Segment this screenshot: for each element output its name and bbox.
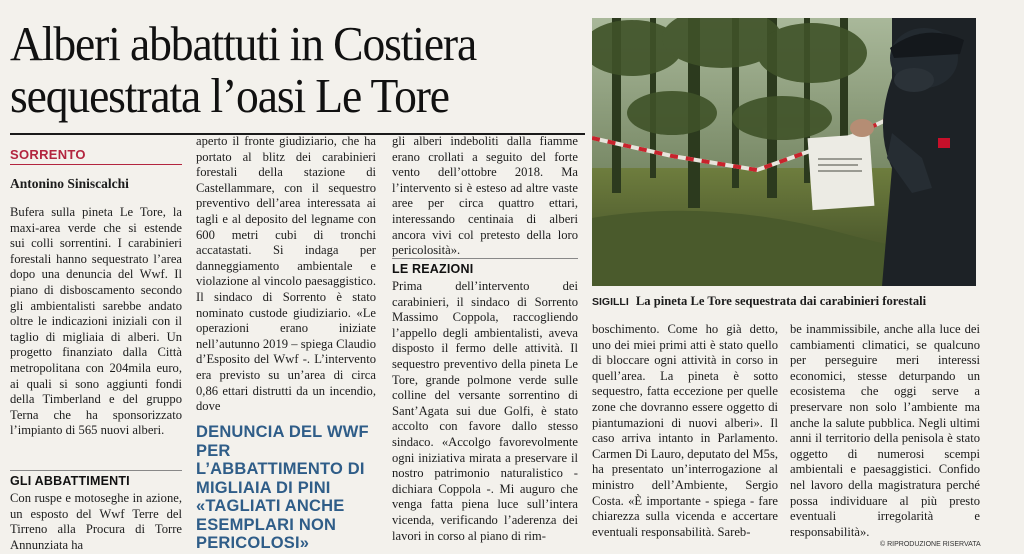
article-column-3b xyxy=(392,279,578,544)
caption-tag: SIGILLI xyxy=(592,296,629,308)
headline xyxy=(10,18,545,122)
paragraph: aperto il fronte giudiziario, che ha portato al blitz dei carabinieri forestali della stazione di Castellammare, con il sequestro preventivo dell’area interessata ai tagli e al deposito del legname con 600 metri cubi di tronchi accatastati. Si indaga per danneggiamento ambientale e violazione al vincolo paesaggistico. Il sindaco di Sorrento è stato nominato custode giudiziario. «Le operazioni erano iniziate nell’autunno 2019 – spiega Claudio d’Esposito del Wwf -. L’intervento era previsto su un’area di circa 0,86 ettari distrutti da un incendio, dove xyxy=(196,134,376,414)
article-column-4 xyxy=(592,322,778,540)
paragraph: Bufera sulla pineta Le Tore, la maxi-area verde che si estende sui colli sorrentini. I carabinieri forestali hanno sequestrato l’area dopo una denuncia del Wwf. Il piano di disboscamento secondo gli ambientalisti sarebbe andato oltre le indicazioni iniziali con il taglio di migliaia di alberi. Un progetto finanziato dalla Città metropolitana con 204mila euro, ai quali si sono aggiunti fondi della Timberland e del gruppo Terna che ha sponsorizzato l’impianto di 565 nuovi alberi. xyxy=(10,205,182,438)
paragraph: boschimento. Come ho già detto, uno dei miei primi atti è stato quello di bloccare ogni attività in corso in quell’area. La pineta è sotto sequestro, fatta eccezione per quelle zone che dovranno essere oggetto di piantumazioni di nuovi alberi». Il caso arriva intanto in Parlamento. Carmen Di Lauro, deputato del M5s, ha presentato un’interrogazione al ministro dell’Ambiente, Sergio Costa. «È importante - spiega - fare chiarezza sulla vicenda e accertare eventuali responsabilità. Sareb- xyxy=(592,322,778,539)
subhead-rule xyxy=(10,470,182,471)
byline: Antonino Siniscalchi xyxy=(10,176,129,191)
pine-forest-photo-illustration xyxy=(592,18,976,286)
article-column-5 xyxy=(790,322,980,540)
photo-caption xyxy=(592,294,976,309)
headline-line-2: sequestrata l’oasi Le Tore xyxy=(10,68,449,123)
subhead-reazioni: LE REAZIONI xyxy=(392,262,474,276)
caption-text: La pineta Le Tore sequestrata dai carabinieri forestali xyxy=(635,294,927,308)
article-column-2 xyxy=(196,134,376,415)
article-column-1 xyxy=(10,205,182,439)
copyright-notice: © RIPRODUZIONE RISERVATA xyxy=(880,541,981,548)
article-column-3 xyxy=(392,134,578,259)
paragraph: gli alberi indeboliti dalla fiamme erano crollati a seguito del forte vento dell’ottobre 2018. Ma l’intervento si è esteso ad altre vaste aree per circa quattro ettari, interessando centinaia di alberi ancora vivi col pretesto della loro pericolosità». xyxy=(392,134,578,258)
pull-quote: DENUNCIA DEL WWF PER L’ABBATTIMENTO DI MIGLIAIA DI PINI «TAGLIATI ANCHE ESEMPLARI NON PERICOLOSI» xyxy=(196,423,369,552)
subhead-rule xyxy=(392,258,578,259)
paragraph: Con ruspe e motoseghe in azione, un esposto del Wwf Terre del Tirreno alla Procura di Torre Annunziata ha xyxy=(10,491,182,552)
news-photo xyxy=(592,18,976,286)
subhead-abbattimenti: GLI ABBATTIMENTI xyxy=(10,474,130,488)
article-column-1b xyxy=(10,491,182,553)
kicker: SORRENTO xyxy=(10,147,86,162)
paragraph: Prima dell’intervento dei carabinieri, il sindaco di Sorrento Massimo Coppola, raccogliendo l’appello degli ambientalisti, aveva disposto il fermo delle attività. Il sequestro preventivo della pineta Le Tore, grande polmone verde sulle colline del versante sorrentino di Sant’Agata sui due Golfi, è stato accolto con favore dallo stesso sindaco. «Accolgo favorevolmente ogni iniziativa mirata a preservare il nostro patrimonio naturalistico - dichiara Coppola -. Mi auguro che venga fatta piena luce sull’intera vicenda, verificando l’aderenza dei lavori in corso al piano di rim- xyxy=(392,279,578,543)
paragraph: be inammissibile, anche alla luce dei cambiamenti climatici, se qualcuno per perseguire meri interessi economici, stesse deturpando un ecosistema che oggi serve a preservare non solo l’ambiente ma anche la salute pubblica. Negli ultimi anni il territorio della penisola è stato oggetto di numerosi scempi ambientali e paesaggistici. Confido nel lavoro della magistratura perché possa individuare al più presto eventuali irregolarità e responsabilità». xyxy=(790,322,980,539)
headline-line-1: Alberi abbattuti in Costiera xyxy=(10,16,477,71)
kicker-rule xyxy=(10,164,182,165)
